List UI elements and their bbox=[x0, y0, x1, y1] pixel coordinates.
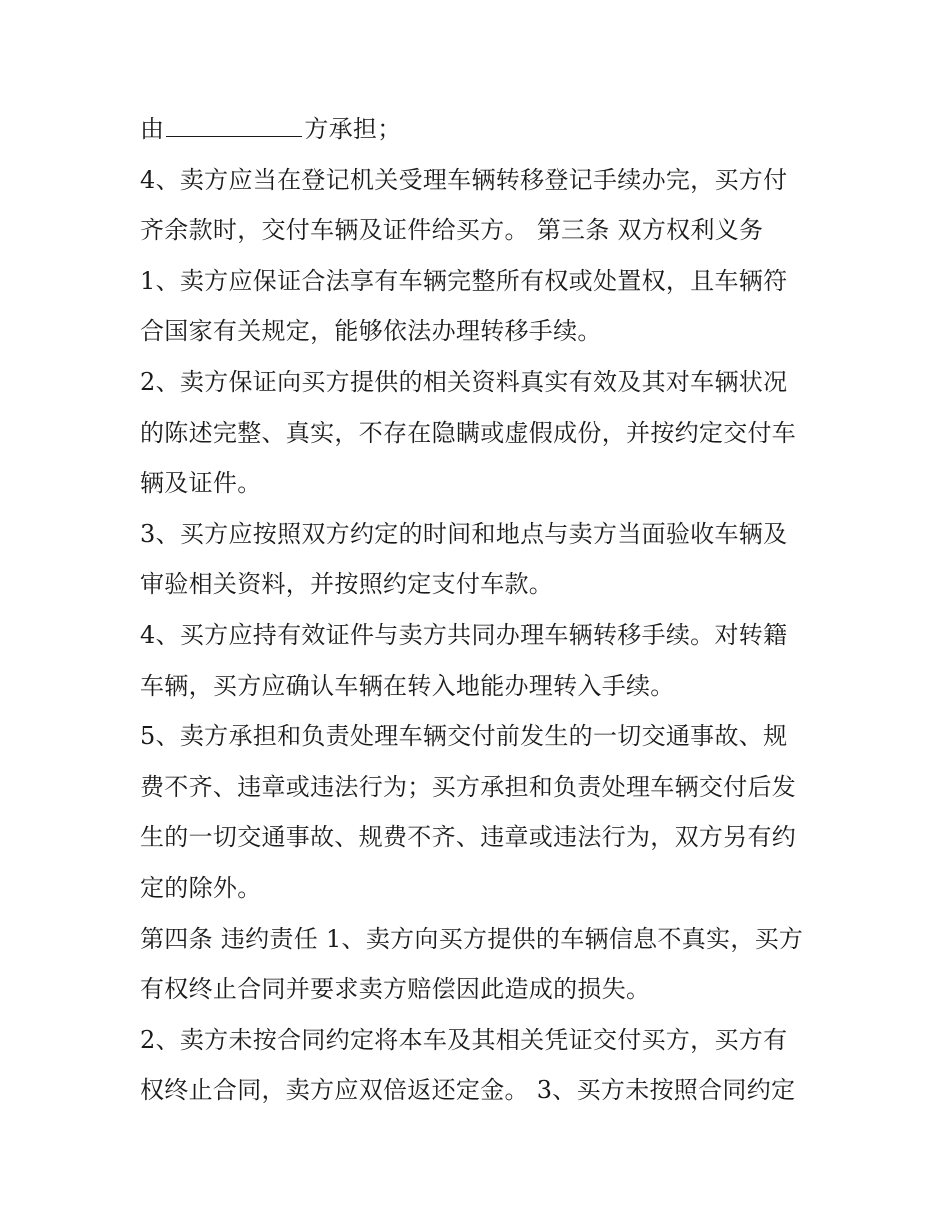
text-line-3: 齐余款时，交付车辆及证件给买方。 第三条 双方权利义务 bbox=[140, 216, 764, 245]
text-line-17: 第四条 违约责任 1、卖方向买方提供的车辆信息不真实，买方 bbox=[140, 924, 804, 953]
text-after-blank: 方承担； bbox=[304, 115, 402, 143]
text-line-12: 车辆，买方应确认车辆在转入地能办理转入手续。 bbox=[140, 671, 675, 700]
text-line-10: 审验相关资料，并按照约定支付车款。 bbox=[140, 570, 554, 599]
text-line-15: 生的一切交通事故、规费不齐、违章或违法行为，双方另有约 bbox=[140, 823, 797, 852]
text-line-9: 3、买方应按照双方约定的时间和地点与卖方当面验收车辆及 bbox=[140, 519, 788, 548]
text-line-7: 的陈述完整、真实，不存在隐瞒或虚假成份，并按约定交付车 bbox=[140, 418, 797, 447]
text-line-4: 1、卖方应保证合法享有车辆完整所有权或处置权，且车辆符 bbox=[140, 266, 788, 295]
text-before-blank: 由 bbox=[140, 115, 165, 143]
text-line-1 bbox=[140, 104, 830, 155]
text-line-6: 2、卖方保证向买方提供的相关资料真实有效及其对车辆状况 bbox=[140, 367, 788, 396]
text-line-5: 合国家有关规定，能够依法办理转移手续。 bbox=[140, 317, 602, 346]
text-line-20: 权终止合同，卖方应双倍返还定金。 3、买方未按照合同约定 bbox=[140, 1076, 796, 1105]
text-line-2: 4、卖方应当在登记机关受理车辆转移登记手续办完，买方付 bbox=[140, 165, 788, 194]
text-line-14: 费不齐、违章或违法行为；买方承担和负责处理车辆交付后发 bbox=[140, 772, 797, 801]
text-line-16: 定的除外。 bbox=[140, 873, 262, 902]
text-line-13: 5、卖方承担和负责处理车辆交付前发生的一切交通事故、规 bbox=[140, 722, 788, 751]
text-line-18: 有权终止合同并要求卖方赔偿因此造成的损失。 bbox=[140, 975, 651, 1004]
text-line-8: 辆及证件。 bbox=[140, 469, 262, 498]
contract-body-text bbox=[140, 104, 830, 1116]
text-line-19: 2、卖方未按合同约定将本车及其相关凭证交付买方，买方有 bbox=[140, 1025, 788, 1054]
text-line-11: 4、买方应持有效证件与卖方共同办理车辆转移手续。对转籍 bbox=[140, 620, 788, 649]
fill-in-blank bbox=[166, 114, 302, 137]
